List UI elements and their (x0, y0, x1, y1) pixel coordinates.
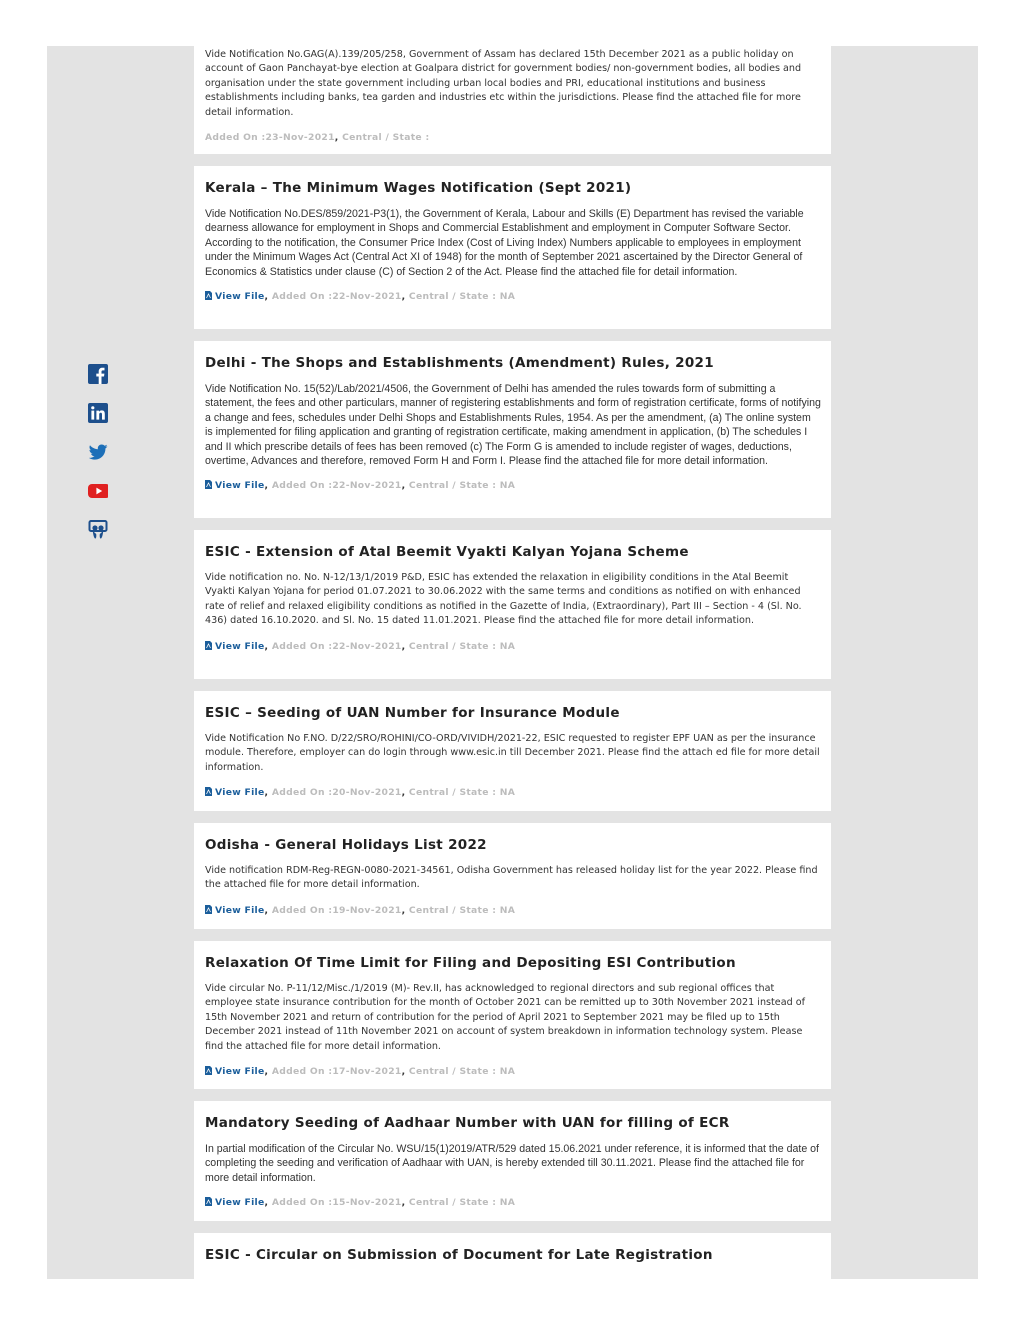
state-label: Central / State : NA (408, 480, 516, 492)
news-card (194, 1101, 831, 1221)
card-description: Vide Notification No.GAG(A).139/205/258, Government of Assam has declared 15th December 2021 as a public holiday on account of Gaon Panchayat-bye election at Goalpara district for government bodies/ non-government bodies, all bodies and organisation under the state government including urban local bodies and PRI, educational institutions and business establishments including banks, tea garden and industries etc within the jurisdictions. Please find the attached file for more detail information. (205, 49, 802, 118)
card-title[interactable]: ESIC - Extension of Atal Beemit Vyakti Kalyan Yojana Scheme (205, 544, 689, 560)
news-card (194, 941, 831, 1089)
view-file-link[interactable]: View File (215, 787, 265, 799)
pdf-icon (205, 905, 212, 914)
card-title[interactable]: ESIC - Circular on Submission of Document for Late Registration (205, 1247, 713, 1263)
news-card (194, 166, 831, 329)
slideshare-icon[interactable] (88, 520, 108, 540)
youtube-icon[interactable] (88, 481, 108, 501)
twitter-icon[interactable] (88, 442, 108, 462)
card-meta: View File, Added On :20-Nov-2021, Central / State : NA (205, 787, 821, 798)
pdf-icon (205, 291, 212, 300)
card-title[interactable]: Mandatory Seeding of Aadhaar Number with UAN for filling of ECR (205, 1115, 730, 1131)
pdf-icon (205, 1066, 212, 1075)
added-date: Added On :20-Nov-2021 (271, 787, 402, 799)
state-label: Central / State : NA (408, 787, 516, 799)
view-file-link[interactable]: View File (215, 640, 265, 652)
card-description: In partial modification of the Circular No. WSU/15(1)2019/ATR/529 dated 15.06.2021 under reference, it is informed that the date of completing the seeding and verification of Aadhaar with UAN, is hereby extended till 30.11.2021. Please find the attached file for more detail information. (205, 1143, 819, 1184)
social-sidebar (88, 364, 110, 559)
card-meta: View File, Added On :22-Nov-2021, Central / State : NA (205, 291, 821, 302)
facebook-icon[interactable] (88, 364, 108, 384)
card-title[interactable]: Odisha - General Holidays List 2022 (205, 837, 487, 853)
state-label: Central / State : NA (408, 904, 516, 916)
card-description: Vide Notification No. 15(52)/Lab/2021/4506, the Government of Delhi has amended the rules towards form of submitting a statement, the fees and other particulars, manner of registering establishments and form of registration certificate, forms of notifying a change and fees, schedules under Delhi Shops and Establishments Rules, 1954. As per the amendment, (a) The online system is implemented for filing application and granting of registration certificate, making amendment in application, (b) The schedules I and II which prescribe details of fees has been removed (c) The Form G is amended to include register of wages, deductions, overtime, Advances and therefore, removed Form H and Form I. Please find the attached file for more detail information. (205, 383, 821, 468)
linkedin-icon[interactable] (88, 403, 108, 423)
card-description: Vide Notification No F.NO. D/22/SRO/ROHINI/CO-ORD/VIVIDH/2021-22, ESIC requested to register EPF UAN as per the insurance module. Therefore, employer can do login through www.esic.in till December 2021. Please find the attach ed file for more detail information. (205, 733, 820, 773)
card-description: Vide Notification No.DES/859/2021-P3(1), the Government of Kerala, Labour and Skills (E) Department has revised the variable dearness allowance for employment in Shops and Commercial Establishment and employment in Computer Software Sector. According to the notification, the Consumer Price Index (Cost of Living Index) Numbers applicable to employees in employment under the Minimum Wages Act (Central Act XI of 1948) for the month of September 2021 ascertained by the Director General of Economics & Statistics under clause (C) of Section 2 of the Act. Please find the attached file for detail information. (205, 208, 804, 278)
state-label: Central / State : NA (408, 1197, 516, 1209)
card-meta: View File, Added On :17-Nov-2021, Central / State : NA (205, 1066, 821, 1077)
card-title[interactable]: Kerala – The Minimum Wages Notification (Sept 2021) (205, 180, 632, 196)
view-file-link[interactable]: View File (215, 480, 265, 492)
news-card (194, 341, 831, 518)
state-label: Central / State : NA (408, 640, 516, 652)
news-card (194, 1233, 831, 1279)
added-date: Added On :22-Nov-2021 (271, 480, 402, 492)
pdf-icon (205, 641, 212, 650)
state-label: Central / State : NA (408, 1066, 516, 1078)
news-card (194, 46, 831, 154)
view-file-link[interactable]: View File (215, 1197, 265, 1209)
pdf-icon (205, 480, 212, 489)
card-description: Vide notification no. No. N-12/13/1/2019 P&D, ESIC has extended the relaxation in eligibility conditions in the Atal Beemit Vyakti Kalyan Yojana for period 01.07.2021 to 30.06.2022 with the same terms and conditions as notified on with enhanced rate of relief and relaxed eligibility conditions as notified in the Gazette of India, (Extraordinary), Part III – Section - 4 (Sl. No. 436) dated 16.10.2020. and Sl. No. 15 dated 11.01.2021. Please find the attached file for more detail information. (205, 572, 802, 627)
view-file-link[interactable]: View File (215, 291, 265, 303)
view-file-link[interactable]: View File (215, 904, 265, 916)
card-title[interactable]: Delhi - The Shops and Establishments (Amendment) Rules, 2021 (205, 355, 714, 371)
added-date: Added On :23-Nov-2021 (205, 132, 335, 144)
state-label: Central / State : NA (408, 291, 516, 303)
card-meta: Added On :23-Nov-2021, Central / State : (205, 132, 430, 144)
pdf-icon (205, 1197, 212, 1206)
card-meta: View File, Added On :22-Nov-2021, Central / State : NA (205, 480, 821, 491)
added-date: Added On :22-Nov-2021 (271, 640, 402, 652)
news-card (194, 691, 831, 811)
card-title[interactable]: ESIC – Seeding of UAN Number for Insurance Module (205, 705, 620, 721)
card-description: Vide notification RDM-Reg-REGN-0080-2021-34561, Odisha Government has released holiday list for the year 2022. Please find the attached file for more detail information. (205, 865, 818, 891)
news-card (194, 530, 831, 679)
view-file-link[interactable]: View File (215, 1066, 265, 1078)
news-card (194, 823, 831, 929)
card-title[interactable]: Relaxation Of Time Limit for Filing and Depositing ESI Contribution (205, 955, 736, 971)
pdf-icon (205, 787, 212, 796)
added-date: Added On :19-Nov-2021 (271, 904, 402, 916)
added-date: Added On :17-Nov-2021 (271, 1066, 402, 1078)
card-description: Vide circular No. P-11/12/Misc./1/2019 (M)- Rev.II, has acknowledged to regional directors and sub regional offices that employee state insurance contribution for the month of October 2021 can be remitted up to 30th November 2021 instead of 15th November 2021 and return of contribution for the period of April 2021 to September 2021 may be filed up to 15th December 2021 instead of 11th November 2021 on account of system breakdown in information technology system. Please find the attached file for more detail information. (205, 983, 805, 1052)
state-label: Central / State : (342, 132, 430, 144)
card-meta: View File, Added On :19-Nov-2021, Central / State : NA (205, 905, 821, 916)
added-date: Added On :22-Nov-2021 (271, 291, 402, 303)
card-meta: View File, Added On :15-Nov-2021, Central / State : NA (205, 1197, 821, 1208)
added-date: Added On :15-Nov-2021 (271, 1197, 402, 1209)
card-meta: View File, Added On :22-Nov-2021, Central / State : NA (205, 641, 821, 652)
